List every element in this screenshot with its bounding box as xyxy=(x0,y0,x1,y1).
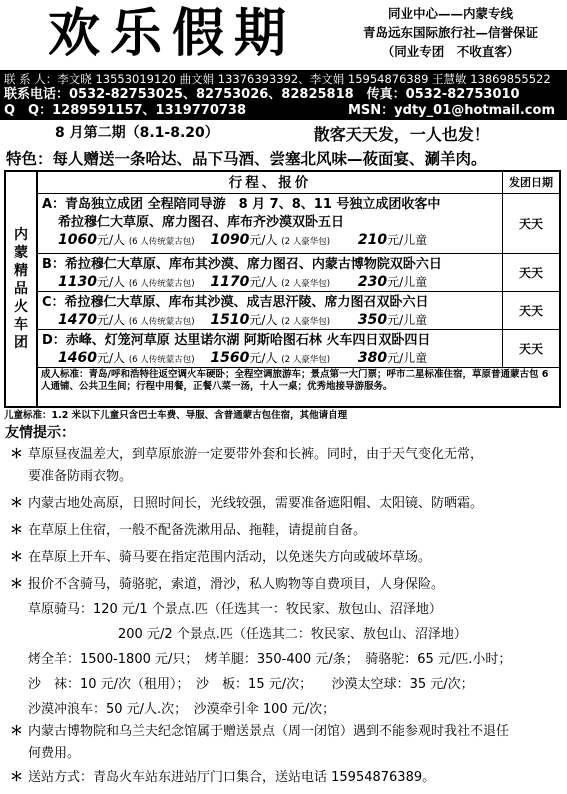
tour-name: A：青岛独立成团 全程陪同导游 8 月 7、8、11 号独立成团收客中 xyxy=(42,197,441,212)
price-6: 1060 xyxy=(58,232,97,248)
price-2: 1170 xyxy=(210,274,250,290)
star-icon: ＊ xyxy=(10,523,24,538)
star-icon: ＊ xyxy=(10,724,24,739)
tip-item-cont: 要准备防雨衣物。 xyxy=(28,469,133,484)
horse-price-1: 草原骑马：120 元/1 个景点.匹（任选其一：牧民家、敖包山、沼泽地） xyxy=(28,602,442,617)
tour-date: 天天 xyxy=(502,254,559,291)
tour-row-b xyxy=(38,254,559,292)
contact-persons: 联 系 人：李文晓 13553019120 曲文娟 13376393392、李文娟 15954876389 王慧敏 13869855522 xyxy=(4,72,551,86)
price-child: 210 xyxy=(357,232,388,248)
contact-bar xyxy=(0,70,567,120)
fees-line-3: 沙漠冲浪车：50 元/人.次； 沙漠牵引伞 100 元/次； xyxy=(28,702,336,717)
star-icon: ＊ xyxy=(10,447,24,462)
slogan: 散客天天发，一人也发！ xyxy=(313,125,490,144)
tour-date: 天天 xyxy=(502,194,559,253)
tour-name-cont: 希拉穆仁大草原、席力图召、库布齐沙漠双卧五日 xyxy=(58,215,345,230)
tip-item: ＊ 内蒙古博物院和乌兰夫纪念馆属于赠送景点（周一闭馆）遇到不能参观时我社不退任 xyxy=(0,721,567,743)
tour-prices: 1470元/人 (6 人传统蒙古包) 1510元/人 (2 人豪华包) 350元/儿童 xyxy=(58,312,428,328)
fees-line-2: 沙 袜：10 元/次（租用）； 沙 板：15 元/次； 沙漠太空球：35 元/次； xyxy=(28,677,474,692)
agency-line-1: 同业中心——内蒙专线 xyxy=(387,6,513,21)
tip-item: ＊ 报价不含骑马，骑骆驼，索道，滑沙，私人购物等自费项目，人身保险。 xyxy=(0,574,567,596)
tip-item: ＊ 内蒙古地处高原，日照时间长，光线较强，需要准备遮阳帽、太阳镜、防晒霜。 xyxy=(0,493,567,515)
agency-line-2: 青岛远东国际旅行社—信誉保证 xyxy=(362,25,538,40)
agency-line-3: （同业专团 不收直客） xyxy=(381,44,520,59)
tour-table xyxy=(4,170,561,408)
price-child: 230 xyxy=(357,274,388,290)
tour-prices: 1130元/人 (6 人传统蒙古包) 1170元/人 (2 人豪华包) 230元/儿童 xyxy=(58,274,428,290)
price-2: 1560 xyxy=(210,350,250,366)
price-child: 350 xyxy=(357,312,388,328)
price-6: 1130 xyxy=(58,274,97,290)
contact-phones: 联系电话：0532-82753025、82753026、82825818 传真：0532-82753010 xyxy=(4,87,520,102)
header-route: 行程、报价 xyxy=(38,172,502,194)
price-child: 380 xyxy=(357,350,388,366)
period-line xyxy=(0,122,567,144)
tour-name: D：赤峰、灯笼河草原 达里诺尔湖 阿斯哈图石林 火车四日双卧四日 xyxy=(42,333,431,348)
contact-qq-msn xyxy=(4,103,563,119)
msn-address: MSN：ydty_01@hotmail.com xyxy=(348,103,555,118)
star-icon: ＊ xyxy=(10,550,24,565)
page-title: 欢乐假期 xyxy=(48,3,297,64)
side-label: 内蒙精品火车团 xyxy=(6,172,38,406)
header-date: 发团日期 xyxy=(502,172,559,194)
agency-info xyxy=(338,4,563,61)
price-6: 1470 xyxy=(58,312,97,328)
tour-date: 天天 xyxy=(502,330,559,367)
price-6: 1460 xyxy=(58,350,97,366)
adult-standard: 成人标准：青岛/呼和浩特往返空调火车硬卧；全程空调旅游车；景点第一大门票；呼市二星标准住宿，草原普通蒙古包 6 人通铺、公共卫生间；行程中用餐，正餐八菜一汤，十人一桌；优秀地接导游服务。 xyxy=(41,369,549,392)
child-standard: 儿童标准：1.2 米以下儿童只含巴士车费、导服、含普通蒙古包住宿，其他请自理 xyxy=(4,410,348,421)
tip-item: ＊ 送站方式：青岛火车站东进站厅门口集合，送站电话 15954876389。 xyxy=(0,767,567,789)
tips-title: 友情提示： xyxy=(5,425,75,441)
tour-name: C：希拉穆仁大草原、库布其沙漠、成吉思汗陵、席力图召双卧六日 xyxy=(42,295,429,310)
tip-item: ＊ 在草原上住宿，一般不配备洗漱用品、拖鞋，请提前自备。 xyxy=(0,520,567,542)
tips-section xyxy=(0,422,567,789)
horse-price-2: 200 元/2 个景点.匹（任选其二：牧民家、敖包山、沼泽地） xyxy=(118,627,467,642)
tour-prices: 1460元/人 (6 人传统蒙古包) 1560元/人 (2 人豪华包) 380元/儿童 xyxy=(58,350,428,366)
period-label: 8 月第二期（8.1-8.20） xyxy=(55,125,219,141)
star-icon: ＊ xyxy=(10,770,24,785)
tour-date: 天天 xyxy=(502,292,559,329)
price-2: 1090 xyxy=(210,232,250,248)
tour-prices: 1060元/人 (6 人传统蒙古包) 1090元/人 (2 人豪华包) 210元/儿童 xyxy=(58,232,428,248)
features-line: 特色：每人赠送一条哈达、品下马酒、尝塞北风味—莜面宴、涮羊肉。 xyxy=(6,150,487,168)
tip-item-cont: 何费用。 xyxy=(28,746,81,761)
tip-item: ＊ 草原昼夜温差大，到草原旅游一定要带外套和长裤。同时，由于天气变化无常， xyxy=(0,444,567,466)
price-2: 1510 xyxy=(210,312,250,328)
qq-numbers: Q Q：1289591157、1319770738 xyxy=(4,103,247,118)
tour-name: B：希拉穆仁大草原、库布其沙漠、席力图召、内蒙古博物院双卧六日 xyxy=(42,257,442,272)
tour-row-c xyxy=(38,292,559,330)
star-icon: ＊ xyxy=(10,577,24,592)
tip-item: ＊ 在草原上开车、骑马要在指定范围内活动，以免迷失方向或破坏草场。 xyxy=(0,547,567,569)
tour-row-d xyxy=(38,330,559,368)
tour-row-a xyxy=(38,194,559,254)
fees-line-1: 烤全羊：1500-1800 元/只； 烤羊腿：350-400 元/条； 骑骆驼：65 元/匹.小时； xyxy=(28,652,512,667)
header xyxy=(0,0,567,70)
star-icon: ＊ xyxy=(10,496,24,511)
